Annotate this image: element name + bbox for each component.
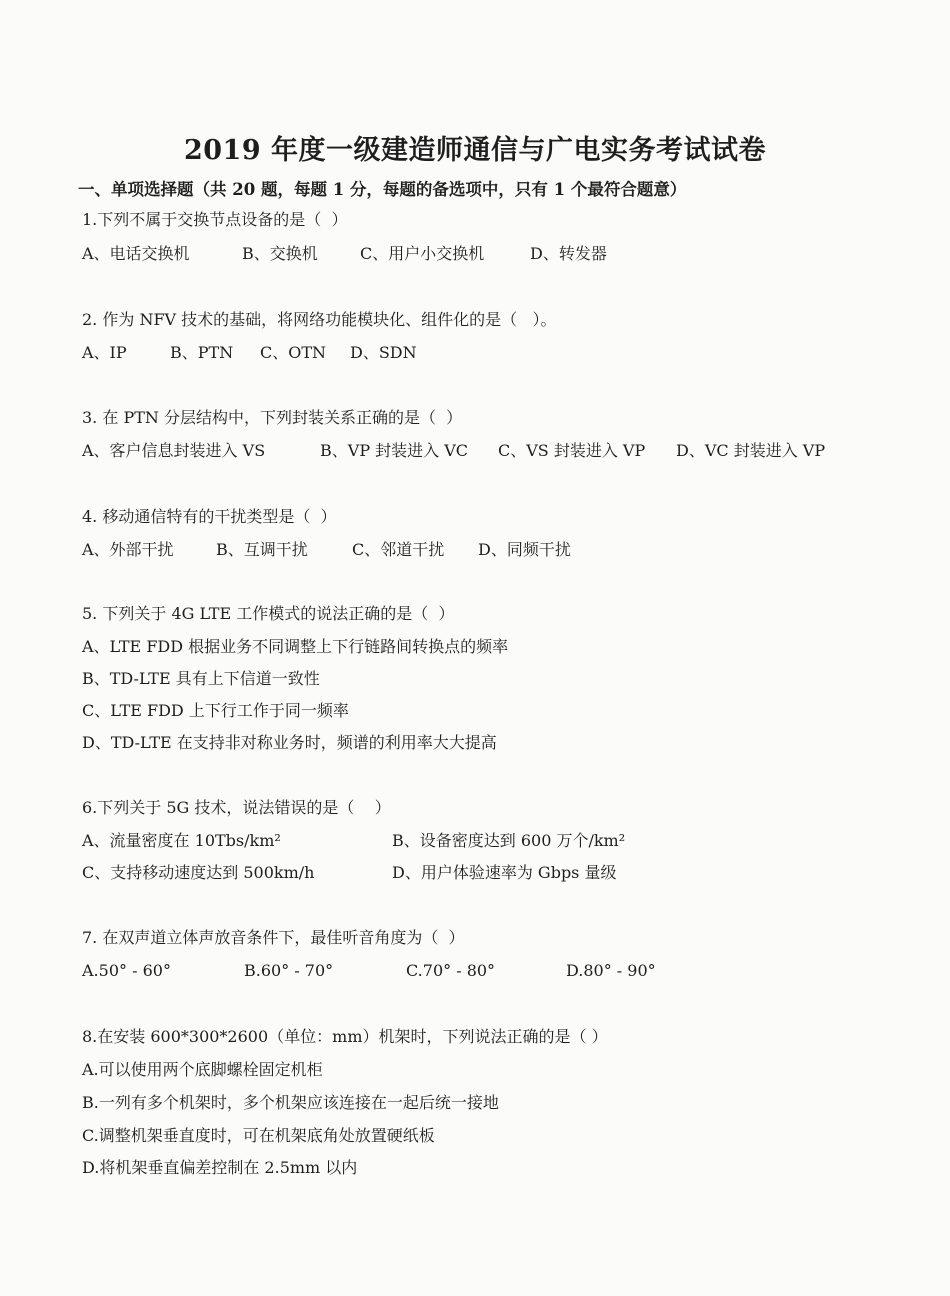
question-6-option-b: B、设备密度达到 600 万个/km² xyxy=(392,831,626,850)
question-6-option-c: C、支持移动速度达到 500km/h xyxy=(82,863,315,882)
question-8-stem: 8.在安装 600*300*2600（单位：mm）机架时，下列说法正确的是（ ） xyxy=(82,1027,608,1046)
question-7-option-a: A.50° - 60° xyxy=(82,961,171,980)
question-4-stem: 4. 移动通信特有的干扰类型是（ ） xyxy=(82,507,337,526)
question-1-option-b: B、交换机 xyxy=(242,244,318,263)
question-8-option-d: D.将机架垂直偏差控制在 2.5mm 以内 xyxy=(82,1158,358,1177)
question-2-option-a: A、IP xyxy=(82,343,127,362)
question-5-option-d: D、TD-LTE 在支持非对称业务时，频谱的利用率大大提高 xyxy=(82,733,497,752)
question-3-option-c: C、VS 封装进入 VP xyxy=(498,441,646,460)
question-3-option-b: B、VP 封装进入 VC xyxy=(320,441,469,460)
question-7-option-b: B.60° - 70° xyxy=(244,961,334,980)
question-1-option-c: C、用户小交换机 xyxy=(360,244,485,263)
question-3-option-d: D、VC 封装进入 VP xyxy=(676,441,826,460)
question-5-option-a: A、LTE FDD 根据业务不同调整上下行链路间转换点的频率 xyxy=(82,637,509,656)
question-6-stem: 6.下列关于 5G 技术，说法错误的是（ ） xyxy=(82,798,391,817)
question-3-stem: 3. 在 PTN 分层结构中，下列封装关系正确的是（ ） xyxy=(82,408,463,427)
question-8-option-b: B.一列有多个机架时，多个机架应该连接在一起后统一接地 xyxy=(82,1093,499,1112)
question-6-option-a: A、流量密度在 10Tbs/km² xyxy=(82,831,281,850)
question-4-option-a: A、外部干扰 xyxy=(82,540,174,559)
question-1-stem: 1.下列不属于交换节点设备的是（ ） xyxy=(82,210,348,229)
question-2-stem: 2. 作为 NFV 技术的基础，将网络功能模块化、组件化的是（ ）。 xyxy=(82,310,557,329)
question-7-option-c: C.70° - 80° xyxy=(406,961,496,980)
question-4-option-b: B、互调干扰 xyxy=(216,540,308,559)
question-2-option-c: C、OTN xyxy=(260,343,327,362)
question-3-option-a: A、客户信息封装进入 VS xyxy=(82,441,266,460)
exam-title: 2019 年度一级建造师通信与广电实务考试试卷 xyxy=(183,135,767,166)
question-1-option-a: A、电话交换机 xyxy=(82,244,190,263)
question-6-option-d: D、用户体验速率为 Gbps 量级 xyxy=(392,863,617,882)
question-2-option-b: B、PTN xyxy=(170,343,234,362)
question-4-option-d: D、同频干扰 xyxy=(478,540,571,559)
question-5-stem: 5. 下列关于 4G LTE 工作模式的说法正确的是（ ） xyxy=(82,604,455,623)
question-2-option-d: D、SDN xyxy=(350,343,417,362)
question-8-option-c: C.调整机架垂直度时，可在机架底角处放置硬纸板 xyxy=(82,1126,435,1145)
section-heading: 一、单项选择题（共 20 题，每题 1 分，每题的备选项中，只有 1 个最符合题意） xyxy=(78,180,687,199)
question-4-option-c: C、邻道干扰 xyxy=(352,540,445,559)
question-5-option-c: C、LTE FDD 上下行工作于同一频率 xyxy=(82,701,349,720)
question-1-option-d: D、转发器 xyxy=(530,244,607,263)
question-7-stem: 7. 在双声道立体声放音条件下，最佳听音角度为（ ） xyxy=(82,928,465,947)
question-5-option-b: B、TD-LTE 具有上下信道一致性 xyxy=(82,669,320,688)
question-7-option-d: D.80° - 90° xyxy=(566,961,656,980)
question-8-option-a: A.可以使用两个底脚螺栓固定机柜 xyxy=(82,1060,323,1079)
